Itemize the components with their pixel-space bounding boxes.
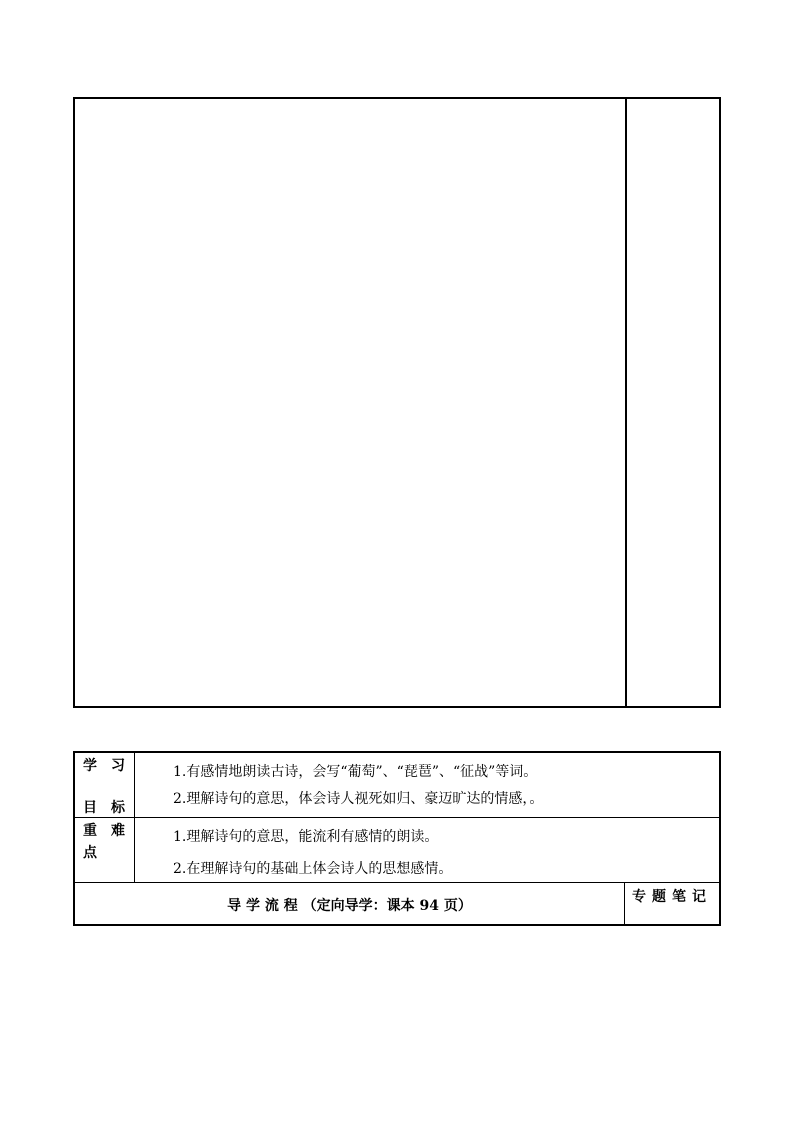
objectives-label-line1: 学 习 bbox=[83, 758, 125, 774]
objective-item-2: 2.理解诗句的意思，体会诗人视死如归、豪迈旷达的情感，。 bbox=[173, 791, 544, 807]
flow-title: 导 学 流 程 （定向导学：课本 94 页） bbox=[227, 898, 472, 914]
flow-header-row bbox=[75, 883, 719, 926]
key-points-label-cell bbox=[75, 818, 135, 882]
objectives-row bbox=[75, 753, 719, 818]
objectives-label-line2: 目 标 bbox=[83, 800, 125, 816]
top-blank-frame bbox=[73, 97, 721, 708]
key-points-label-line1: 重 难 bbox=[83, 823, 125, 839]
notes-title: 专题笔记 bbox=[632, 889, 712, 905]
key-point-item-1: 1.理解诗句的意思，能流利有感情的朗读。 bbox=[173, 829, 439, 845]
key-points-row bbox=[75, 818, 719, 883]
flow-title-cell bbox=[75, 883, 625, 926]
lesson-plan-table bbox=[73, 751, 721, 926]
key-points-content-cell bbox=[135, 818, 719, 882]
key-point-item-2: 2.在理解诗句的基础上体会诗人的思想感情。 bbox=[173, 861, 453, 877]
top-frame-divider bbox=[625, 99, 627, 706]
objectives-content-cell bbox=[135, 753, 719, 817]
key-points-label-line2: 点 bbox=[83, 845, 97, 861]
objective-item-1: 1.有感情地朗读古诗，会写“葡萄”、“琵琶”、“征战”等词。 bbox=[173, 764, 538, 780]
objectives-label-cell bbox=[75, 753, 135, 817]
notes-title-cell bbox=[625, 883, 719, 926]
